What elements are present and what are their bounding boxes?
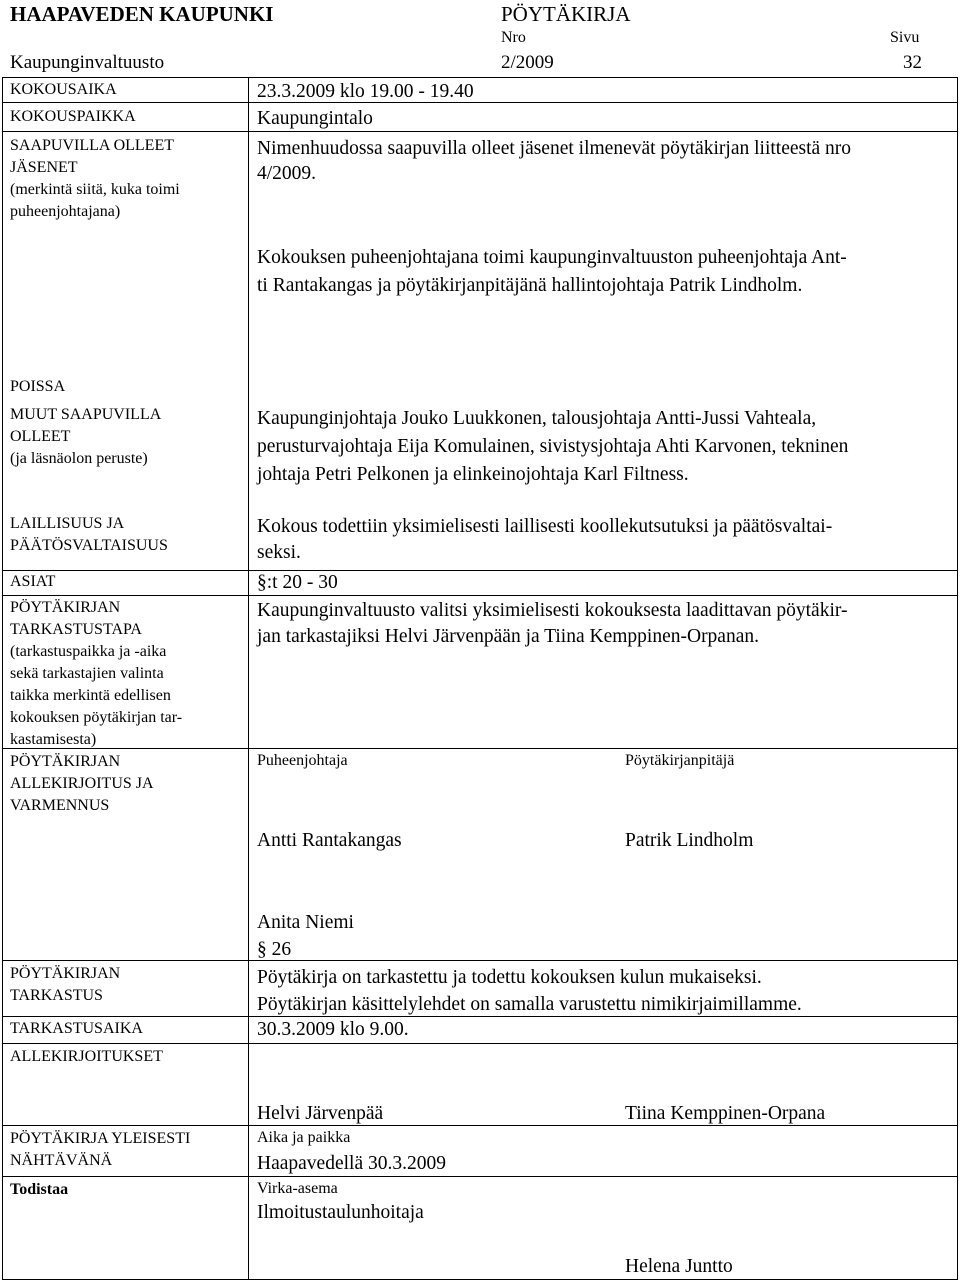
- reviewer-1-name: Helvi Järvenpää: [257, 1103, 384, 1124]
- secretary-title: Pöytäkirjanpitäjä: [625, 752, 735, 769]
- signatures-label: ALLEKIRJOITUKSET: [10, 1048, 163, 1065]
- reviewer-2-name: Tiina Kemppinen-Orpana: [625, 1103, 826, 1124]
- row-divider: [2, 595, 958, 596]
- items-label: ASIAT: [10, 573, 56, 590]
- chair-title: Puheenjohtaja: [257, 752, 348, 769]
- governing-body: Kaupunginvaltuusto: [10, 52, 165, 73]
- review-label: PÖYTÄKIRJAN TARKASTUS: [10, 965, 121, 1004]
- meeting-time-label: KOKOUSAIKA: [10, 81, 117, 98]
- time-place-title: Aika ja paikka: [257, 1129, 351, 1146]
- certifies-label: Todistaa: [10, 1181, 69, 1198]
- items-value: §:t 20 - 30: [257, 572, 338, 593]
- page-label: Sivu: [890, 29, 920, 46]
- legality-label: LAILLISUUS JA PÄÄTÖSVALTAISUUS: [10, 515, 168, 554]
- meeting-place-value: Kaupungintalo: [257, 108, 373, 129]
- chair-statement: Kokouksen puheenjohtajana toimi kaupunginvaltuuston puheenjohtaja Ant- ti Rantakangas ja pöytäkirjanpitäjänä hallintojohtaja Patrik Lindholm.: [257, 247, 847, 296]
- meeting-time-value: 23.3.2009 klo 19.00 - 19.40: [257, 81, 474, 102]
- table-border-left: [2, 77, 3, 1280]
- page-number: 32: [903, 52, 922, 73]
- review-method-label: PÖYTÄKIRJAN TARKASTUSTAPA (tarkastuspaikka ja -aika sekä tarkastajien valinta taikka merkintä edellisen kokouksen pöytäkirjan tar- kastamisesta): [10, 599, 183, 748]
- extra-signer-name: Anita Niemi: [257, 912, 354, 933]
- time-place-value: Haapavedellä 30.3.2009: [257, 1153, 446, 1174]
- legality-value: Kokous todettiin yksimielisesti laillisesti koollekutsutuksi ja päätösvaltai- seksi.: [257, 516, 833, 563]
- number-label: Nro: [501, 29, 526, 46]
- document-type: PÖYTÄKIRJA: [501, 2, 631, 26]
- row-divider: [2, 131, 958, 132]
- number-value: 2/2009: [501, 52, 554, 73]
- table-border-top: [2, 77, 958, 78]
- row-divider: [2, 102, 958, 103]
- signature-label: PÖYTÄKIRJAN ALLEKIRJOITUS JA VARMENNUS: [10, 753, 154, 814]
- others-present-value: Kaupunginjohtaja Jouko Luukkonen, talousjohtaja Antti-Jussi Vahteala, perusturvajohtaja Eija Komulainen, sivistysjohtaja Ahti Karvonen, tekninen johtaja Petri Pelkonen ja elinkeinojohtaja Karl Filtness.: [257, 408, 849, 485]
- review-method-value: Kaupunginvaltuusto valitsi yksimielisesti kokouksesta laadittavan pöytäkir- jan tarkastajiksi Helvi Järvenpään ja Tiina Kemppinen-Orpanan.: [257, 600, 848, 647]
- position-value: Ilmoitustaulunhoitaja: [257, 1202, 424, 1223]
- table-border-bottom: [2, 1279, 958, 1280]
- chair-name: Antti Rantakangas: [257, 830, 402, 851]
- row-divider: [2, 1176, 958, 1177]
- table-border-right: [957, 77, 958, 1280]
- row-divider: [2, 570, 958, 571]
- review-time-value: 30.3.2009 klo 9.00.: [257, 1019, 409, 1040]
- review-value: Pöytäkirja on tarkastettu ja todettu kokouksen kulun mukaiseksi. Pöytäkirjan käsittelylehdet on samalla varustettu nimikirjaimillamme.: [257, 967, 802, 1015]
- meeting-place-label: KOKOUSPAIKKA: [10, 108, 136, 125]
- organization-name: HAAPAVEDEN KAUPUNKI: [10, 2, 274, 26]
- section-number: § 26: [257, 939, 292, 960]
- attendees-value: Nimenhuudossa saapuvilla olleet jäsenet ilmenevät pöytäkirjan liitteestä nro 4/2009.: [257, 138, 852, 184]
- attendees-label: SAAPUVILLA OLLEET JÄSENET (merkintä siitä, kuka toimi puheenjohtajana): [10, 137, 180, 220]
- review-time-label: TARKASTUSAIKA: [10, 1020, 143, 1037]
- column-divider: [248, 77, 249, 1280]
- public-display-label: PÖYTÄKIRJA YLEISESTI NÄHTÄVÄNÄ: [10, 1130, 191, 1169]
- row-divider: [2, 1043, 958, 1044]
- absent-label: POISSA: [10, 378, 66, 395]
- secretary-name: Patrik Lindholm: [625, 830, 754, 851]
- row-divider: [2, 960, 958, 961]
- others-present-label: MUUT SAAPUVILLA OLLEET (ja läsnäolon peruste): [10, 406, 162, 467]
- position-title: Virka-asema: [257, 1180, 338, 1197]
- certifier-name: Helena Juntto: [625, 1256, 733, 1277]
